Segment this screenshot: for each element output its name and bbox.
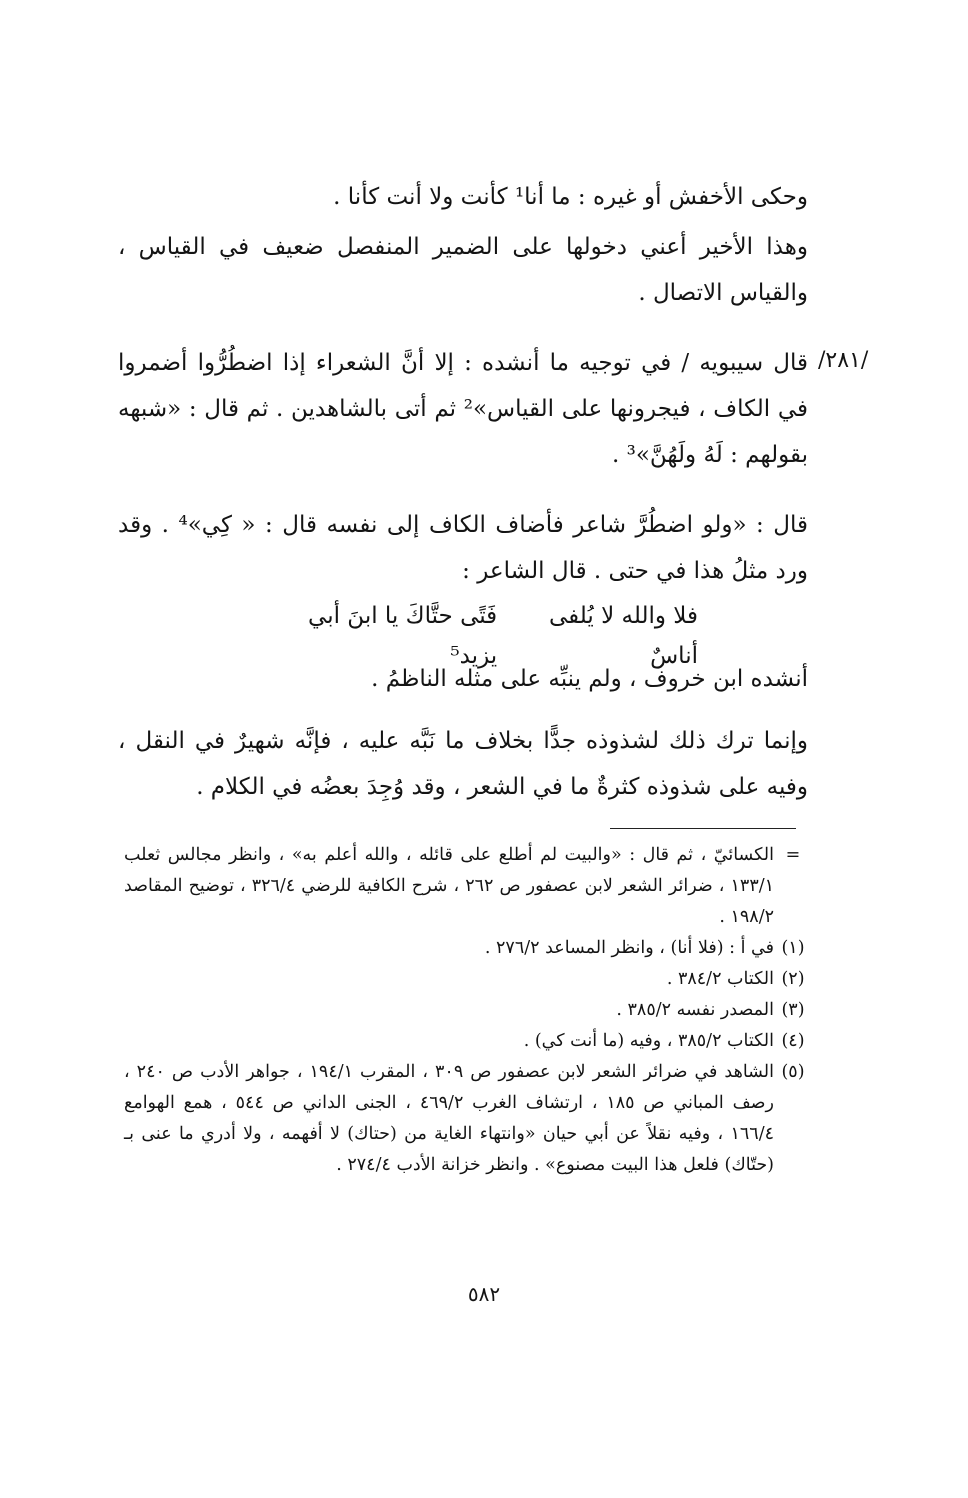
footnote-text: الشاهد في ضرائر الشعر لابن عصفور ص ٣٠٩ ، المقرب ١٩٤/١ ، جواهر الأدب ص ٢٤٠ ، رصف المباني ص ١٨٥ ، ارتشاف الغرب ٤٦٩/٢ ، الجنى الداني ص ٥٤٤ ، همع الهوامع ١٦٦/٤ ، وفيه نقلاً عن أبي حيان «وانتهاء الغاية من (حتاك) لا أفهمه ، ولا أدري ما عنى بـ (حتّاك) فلعل هذا البيت مصنوع» . وانظر خزانة الأدب ٢٧٤/٤ . (124, 1062, 774, 1175)
footnote-4 (124, 1026, 812, 1057)
paragraph-1: وحكى الأخفش أو غيره : ما أنا¹ كأنت ولا أنت كأنا . (333, 184, 808, 210)
footnote-number: (٢) (781, 969, 805, 989)
footnote-1 (124, 933, 812, 964)
paragraph-2: وهذا الأخير أعني دخولها على الضمير المنفصل ضعيف في القياس ، والقياس الاتصال . (118, 234, 808, 306)
footnote-text: الكتاب ٣٨٤/٢ . (666, 969, 774, 989)
footnote-2 (124, 964, 812, 995)
footnote-separator (610, 828, 796, 829)
main-text-top (118, 174, 808, 594)
verse-first-hemistich: فلا والله لا يُلفى أناسٌ (548, 603, 698, 669)
footnote-number: (٣) (781, 1000, 805, 1020)
footnotes (124, 840, 812, 1181)
footnote-text: في أ : (فلا أنا) ، وانظر المساعد ٢٧٦/٢ . (484, 938, 774, 958)
paragraph-6: وإنما ترك ذلك لشذوذه جدًّا بخلاف ما نَبَّه عليه ، فإنَّه شهيرٌ في النقل ، وفيه على شذوذه كثرةٌ ما في الشعر ، وقد وُجِدَ بعضُه في الكلام . (118, 728, 808, 800)
footnote-3 (124, 995, 812, 1026)
footnote-number: = (785, 845, 801, 865)
footnote-number: (٥) (781, 1062, 805, 1082)
verse-second-hemistich: فَتًى حتَّاكَ يا ابنَ أبي يزيد⁵ (308, 603, 498, 669)
margin-page-reference: /٢٨١/ (818, 348, 869, 373)
footnote-text: الكتاب ٣٨٥/٢ ، وفيه (ما أنت كي) . (523, 1031, 774, 1051)
footnote-text: الكسائيّ ، ثم قال : «والبيت لم أطلع على قائله ، والله أعلم به» ، وانظر مجالس ثعلب ١٣٣/١ ، ضرائر الشعر لابن عصفور ص ٢٦٢ ، شرح الكافية للرضي ٣٢٦/٤ ، توضيح المقاصد ١٩٨/٢ . (124, 845, 775, 927)
paragraph-4: قال : «ولو اضطُرَّ شاعر فأضاف الكاف إلى نفسه قال : « كِي»⁴ . وقد ورد مثلُ هذا في حتى . قال الشاعر : (118, 512, 808, 584)
footnote-number: (١) (781, 938, 805, 958)
footnote-text: المصدر نفسه ٣٨٥/٢ . (616, 1000, 774, 1020)
footnote-continuation (124, 840, 812, 933)
main-text-bottom (118, 656, 808, 810)
footnote-5 (124, 1057, 812, 1181)
footnote-number: (٤) (781, 1031, 805, 1051)
paragraph-5: أنشده ابن خروف ، ولم ينبِّه على مثله الناظمُ . (371, 666, 808, 692)
page-number: ٥٨٢ (467, 1282, 501, 1306)
paragraph-3: قال سيبويه / في توجيه ما أنشده : إلا أنَّ الشعراء إذا اضطُرُّوا أضمروا في الكاف ، فيجرونها على القياس»² ثم أتى بالشاهدين . ثم قال : «شبهه بقولهم : لَهُ ولَهُنَّ»³ . (118, 350, 808, 468)
